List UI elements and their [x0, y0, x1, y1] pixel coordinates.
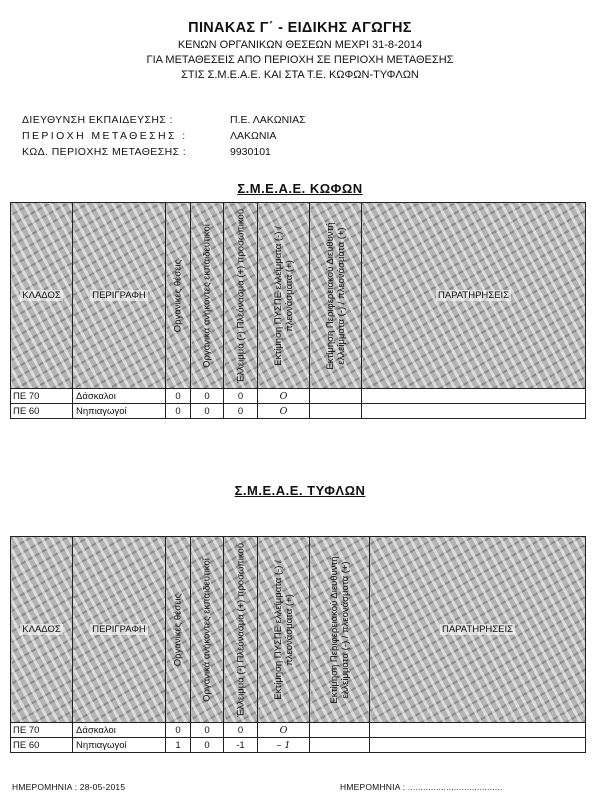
- cell-elleimma: 0: [224, 723, 258, 738]
- col-header-organikes: Οργανικές θέσεις: [166, 203, 191, 389]
- cell-perigrafi: Δάσκαλοι: [73, 389, 166, 404]
- cell-klados: ΠΕ 60: [11, 404, 73, 419]
- cell-pysde-handwritten: O: [258, 723, 310, 738]
- col-header-perigrafi: ΠΕΡΙΓΡΑΦΗ: [73, 203, 166, 389]
- col-header-perif: Εκτίμηση Περιφερειακού Διευθυντή ελλείμματα (-) / πλεονάσματα (+): [310, 203, 362, 389]
- col-header-elleimma: Έλλειμμα (-) Πλεόνασμα (+) προσωπικού: [224, 203, 258, 389]
- cell-organikes: 0: [166, 404, 191, 419]
- col-header-pysde: Εκτίμηση ΠΥΣΠΕ ελλείμματα (-) / πλεονάσματα (+): [258, 537, 310, 723]
- directorate-row: [22, 112, 306, 128]
- subtitle-line-2: ΓΙΑ ΜΕΤΑΘΕΣΕΙΣ ΑΠΟ ΠΕΡΙΟΧΗ ΣΕ ΠΕΡΙΟΧΗ ΜΕΤΑΘΕΣΗΣ: [146, 54, 454, 66]
- document-header: [0, 18, 600, 83]
- cell-perigrafi: Νηπιαγωγοί: [73, 404, 166, 419]
- cell-perif: [310, 738, 370, 753]
- col-header-anikontes: Οργανικά ανήκοντες εκπαιδευτικοί: [191, 203, 224, 389]
- cell-klados: ΠΕ 60: [11, 738, 73, 753]
- cell-anikontes: 0: [191, 723, 224, 738]
- subtitle-line-1: ΚΕΝΩΝ ΟΡΓΑΝΙΚΩΝ ΘΕΣΕΩΝ ΜΕΧΡΙ 31-8-2014: [177, 39, 423, 51]
- cell-pysde-handwritten: O: [258, 389, 310, 404]
- table-row: [11, 738, 586, 753]
- cell-klados: ΠΕ 70: [11, 389, 73, 404]
- area-value: ΛΑΚΩΝΙΑ: [230, 130, 277, 142]
- cell-anikontes: 0: [191, 389, 224, 404]
- area-row: [22, 128, 306, 144]
- table-header-row: [11, 203, 586, 389]
- col-header-anikontes: Οργανικά ανήκοντες εκπαιδευτικοί: [191, 537, 224, 723]
- table-blind: [10, 536, 586, 753]
- cell-organikes: 0: [166, 723, 191, 738]
- col-header-organikes: Οργανικές θέσεις: [166, 537, 191, 723]
- cell-klados: ΠΕ 70: [11, 723, 73, 738]
- table-header-row: [11, 537, 586, 723]
- col-header-elleimma: Έλλειμμα (-) Πλεόνασμα (+) προσωπικού: [224, 537, 258, 723]
- cell-perigrafi: Δάσκαλοι: [73, 723, 166, 738]
- subtitle-line-3: ΣΤΙΣ Σ.Μ.Ε.Α.Ε. ΚΑΙ ΣΤΑ Τ.Ε. ΚΩΦΩΝ-ΤΥΦΛΩΝ: [181, 69, 419, 81]
- table-row: [11, 389, 586, 404]
- cell-perif: [310, 389, 362, 404]
- col-header-perif: Εκτίμηση Περιφερειακού Διευθυντή ελλείμματα (-) / πλεονάσματα (+): [310, 537, 370, 723]
- col-header-pysde: Εκτίμηση ΠΥΣΠΕ ελλείμματα (-) / πλεονάσματα (+): [258, 203, 310, 389]
- cell-elleimma: -1: [224, 738, 258, 753]
- code-value: 9930101: [230, 146, 271, 158]
- footer-date-left: ΗΜΕΡΟΜΗΝΙΑ : 28-05-2015: [12, 782, 126, 792]
- area-label: ΠΕΡΙΟΧΗ ΜΕΤΑΘΕΣΗΣ :: [22, 130, 188, 142]
- document-title: ΠΙΝΑΚΑΣ Γ΄ - ΕΙΔΙΚΗΣ ΑΓΩΓΗΣ: [188, 20, 412, 36]
- col-header-paratiriseis: ΠΑΡΑΤΗΡΗΣΕΙΣ: [370, 537, 586, 723]
- section-title-deaf: Σ.Μ.Ε.Α.Ε. ΚΩΦΩΝ: [237, 181, 363, 196]
- section-title-blind: Σ.Μ.Ε.Α.Ε. ΤΥΦΛΩΝ: [234, 483, 366, 498]
- cell-pysde-handwritten: O: [258, 404, 310, 419]
- cell-organikes: 1: [166, 738, 191, 753]
- cell-notes: [370, 738, 586, 753]
- table-deaf: [10, 202, 586, 419]
- cell-perif: [310, 723, 370, 738]
- cell-anikontes: 0: [191, 404, 224, 419]
- cell-notes: [362, 389, 586, 404]
- directorate-value: Π.Ε. ΛΑΚΩΝΙΑΣ: [230, 114, 306, 126]
- cell-elleimma: 0: [224, 389, 258, 404]
- col-header-klados: ΚΛΑΔΟΣ: [11, 537, 73, 723]
- col-header-paratiriseis: ΠΑΡΑΤΗΡΗΣΕΙΣ: [362, 203, 586, 389]
- code-row: [22, 144, 306, 160]
- cell-organikes: 0: [166, 389, 191, 404]
- col-header-perigrafi: ΠΕΡΙΓΡΑΦΗ: [73, 537, 166, 723]
- table-row: [11, 404, 586, 419]
- cell-pysde-handwritten: – 1: [258, 738, 310, 753]
- cell-elleimma: 0: [224, 404, 258, 419]
- cell-perif: [310, 404, 362, 419]
- table-row: [11, 723, 586, 738]
- cell-perigrafi: Νηπιαγωγοί: [73, 738, 166, 753]
- code-label: ΚΩΔ. ΠΕΡΙΟΧΗΣ ΜΕΤΑΘΕΣΗΣ :: [22, 146, 187, 158]
- footer-date-right: ΗΜΕΡΟΜΗΝΙΑ : .....................................: [340, 782, 503, 792]
- cell-anikontes: 0: [191, 738, 224, 753]
- col-header-klados: ΚΛΑΔΟΣ: [11, 203, 73, 389]
- cell-notes: [362, 404, 586, 419]
- directorate-label: ΔΙΕΥΘΥΝΣΗ ΕΚΠΑΙΔΕΥΣΗΣ :: [22, 114, 173, 126]
- info-block: [22, 112, 306, 160]
- cell-notes: [370, 723, 586, 738]
